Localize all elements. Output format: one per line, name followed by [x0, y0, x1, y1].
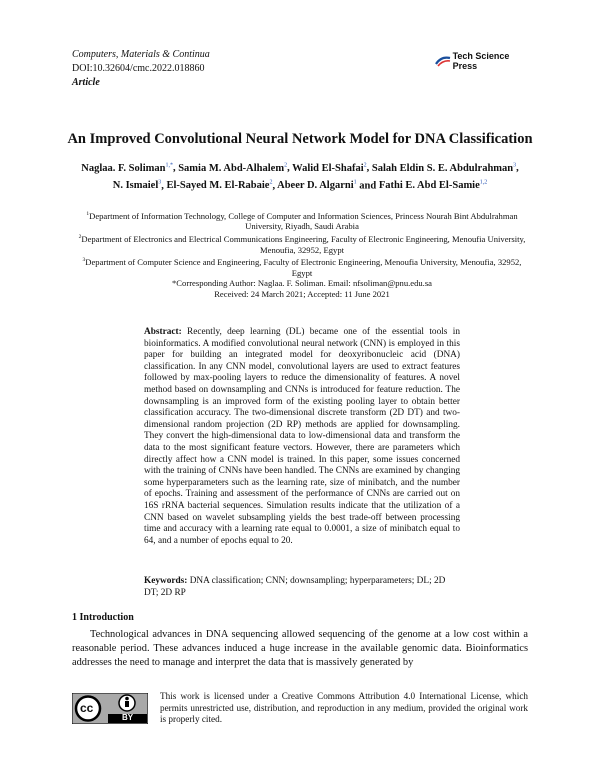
publisher-logo — [435, 51, 529, 71]
author: El-Sayed M. El-Rabaie$^2$ — [166, 179, 273, 191]
affiliation: $^2$Department of Electronics and Electrical Communications Engineering, Faculty of Electronic Engineering, Menoufia University, Menoufia, 32952, Egypt — [78, 233, 526, 255]
author: Fathi E. Abd El-Samie$^{1,2}$ — [378, 179, 488, 191]
author: Abeer D. Algarni$^1$ — [277, 179, 357, 191]
paper-title: An Improved Convolutional Neural Network Model for DNA Classification — [67, 131, 533, 147]
author: Walid El-Shafai$^2$ — [292, 162, 367, 174]
abstract-text: Recently, deep learning (DL) became one of the essential tools in bioinformatics. A modified convolutional neural network (CNN) is employed in this paper for building an integrated model for deoxyribonucleic acid (DNA) classification. In any CNN model, convolutional layers are used to extract features followed by max-pooling layers to reduce the dimensionality of features. A novel method based on downsampling and CNNs is introduced for feature reduction. The downsampling is an improved form of the existing pooling layer to obtain better classification accuracy. The two-dimensional discrete transform (2D DT) and two-dimensional random projection (2D RP) methods are applied for downsampling. They convert the high-dimensional data to low-dimensional data and transform the data to the most significant feature vectors. However, there are parameters which directly affect how a CNN model is trained. In this paper, some issues concerned with the training of CNNs have been handled. The CNNs are examined by changing some hyperparameters such as the learning rate, size of minibatch, and the number of epochs. Training and assessment of the performance of CNNs are carried out on 16S rRNA bacterial sequences. Simulation results indicate that the utilization of a CNN based on wavelet subsampling yields the best trade-off between processing time and accuracy with a learning rate equal to 0.0001, a size of minibatch equal to 64, and a number of epochs equal to 20. — [144, 327, 460, 546]
cc-by-license-badge[interactable] — [72, 693, 148, 724]
article-type: Article — [72, 77, 100, 88]
license-text: This work is licensed under a Creative Commons Attribution 4.0 International License, which permits unrestricted use, distribution, and reproduction in any medium, provided the original work is properly cited. — [160, 691, 528, 724]
cc-icon: cc — [80, 701, 94, 715]
journal-name: Computers, Materials & Continua — [72, 49, 210, 60]
author: Naglaa. F. Soliman$^{1,*}$ — [81, 162, 173, 174]
abstract — [144, 327, 460, 547]
doi[interactable]: DOI:10.32604/cmc.2022.018860 — [72, 63, 205, 74]
section-heading: 1 Introduction — [72, 612, 134, 623]
affiliation: $^3$Department of Computer Science and Engineering, Faculty of Electronic Engineering, Menoufia University, Menoufia, 32952, Egypt — [82, 256, 522, 278]
publisher-logo-icon — [435, 55, 450, 67]
affiliations — [72, 209, 532, 299]
author: Samia M. Abd-Alhalem$^2$ — [178, 162, 288, 174]
author: Salah Eldin S. E. Abdulrahman$^3$ — [371, 162, 517, 174]
corresponding-author[interactable]: *Corresponding Author: Naglaa. F. Soliman. Email: nfsoliman@pnu.edu.sa — [172, 278, 432, 289]
author-list: Naglaa. F. Soliman$^{1,*}$, Samia M. Abd-Alhalem$^2$, Walid El-Shafai$^2$, Salah Eldin S. E. Abdulrahman$^3$, N. Ismaiel$^3$, El-Sayed M. El-Rabaie$^2$, Abeer D. Algarni$^1$ and Fathi E. Abd El-Samie$^{1,2}$ — [81, 162, 519, 191]
keywords-text: DNA classification; CNN; downsampling; hyperparameters; DL; 2D DT; 2D RP — [144, 576, 446, 598]
affiliation: $^1$Department of Information Technology, College of Computer and Information Sciences, Princess Nourah Bint Abdulrahman University, Riyadh, Saudi Arabia — [86, 210, 518, 232]
author: N. Ismaiel$^3$ — [112, 179, 162, 191]
keywords — [144, 576, 460, 599]
publisher-name: Tech Science Press — [452, 51, 510, 71]
keywords-label: Keywords: — [144, 576, 188, 586]
introduction-paragraph: Technological advances in DNA sequencing allowed sequencing of the genome at a low cost within a reasonable period. These advances induced a huge increase in the available genomic data. Bioinformatics addresses the need to manage and interpret the data that is massively generated by — [72, 629, 528, 668]
by-icon: BY — [122, 713, 134, 722]
received-accepted-dates: Received: 24 March 2021; Accepted: 11 June 2021 — [214, 288, 390, 299]
abstract-label: Abstract: — [144, 327, 182, 337]
